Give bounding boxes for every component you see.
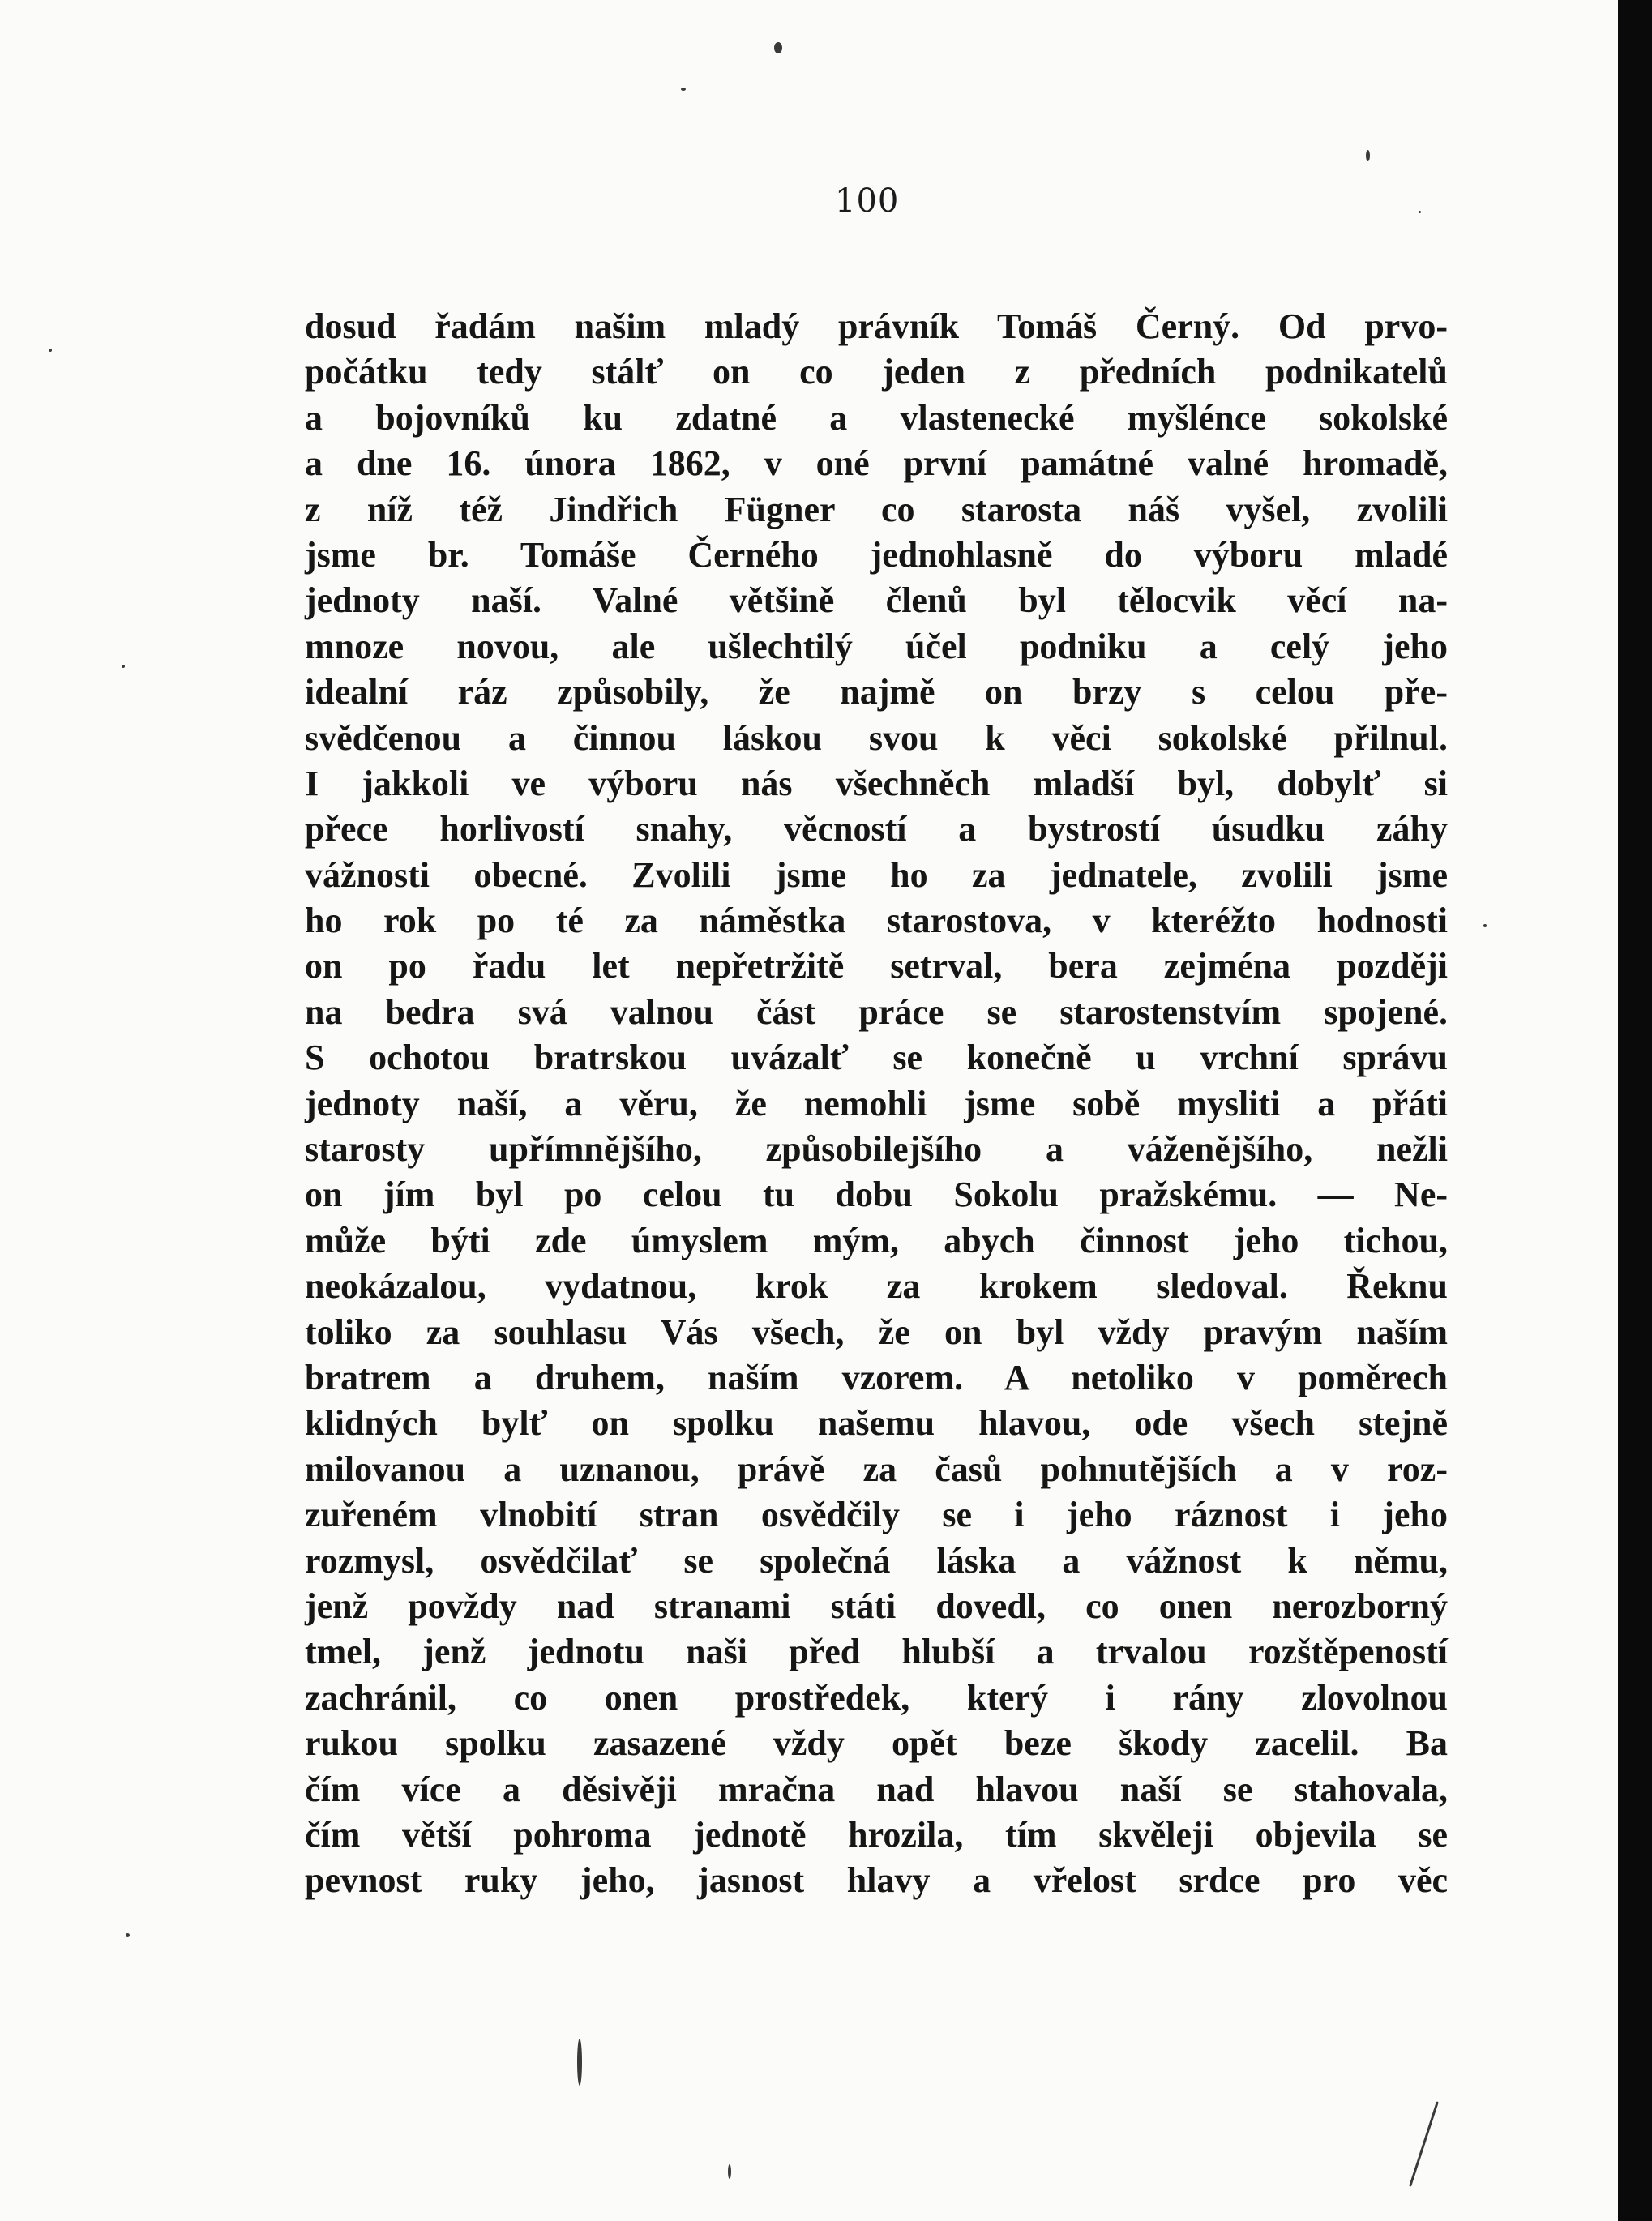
text-line: mnoze novou, ale ušlechtilý účel podniku a celý jeho — [305, 626, 1448, 666]
text-line: pevnost ruky jeho, jasnost hlavy a vřelost srdce pro věc — [305, 1860, 1448, 1901]
text-line: svědčenou a činnou láskou svou k věci sokolské přilnul. — [305, 717, 1448, 758]
scan-speck — [774, 42, 782, 53]
scan-speck — [122, 665, 125, 668]
text-line: on jím byl po celou tu dobu Sokolu pražskému. — Ne- — [305, 1175, 1448, 1215]
scan-speck — [728, 2164, 731, 2179]
scan-speck — [1419, 211, 1421, 213]
text-line: bratrem a druhem, naším vzorem. A netoliko v poměrech — [305, 1357, 1448, 1397]
scan-speck — [49, 349, 52, 352]
text-line: čím větší pohroma jednotě hrozila, tím skvěleji objevila se — [305, 1814, 1448, 1855]
scan-speck — [1409, 2101, 1439, 2187]
text-line: dosud řadám našim mladý právník Tomáš Černý. Od prvo- — [305, 306, 1448, 346]
text-line: může býti zde úmyslem mým, abych činnost jeho tichou, — [305, 1220, 1448, 1260]
text-line: přece horlivostí snahy, věcností a bystrostí úsudku záhy — [305, 809, 1448, 849]
page-number: 100 — [835, 182, 900, 220]
text-line: idealní ráz způsobily, že najmě on brzy s celou pře- — [305, 672, 1448, 713]
scan-speck — [1483, 924, 1487, 927]
scan-speck — [577, 2039, 582, 2086]
text-line: S ochotou bratrskou uvázalť se konečně u vrchní správu — [305, 1038, 1448, 1078]
scan-speck — [681, 88, 686, 91]
text-line: rukou spolku zasazené vždy opět beze škody zacelil. Ba — [305, 1723, 1448, 1764]
text-line: neokázalou, vydatnou, krok za krokem sledoval. Řeknu — [305, 1266, 1448, 1307]
text-line: ho rok po té za náměstka starostova, v kteréžto hodnosti — [305, 901, 1448, 941]
text-line: a dne 16. února 1862, v oné první památné valné hromadě, — [305, 443, 1448, 484]
scan-speck — [1366, 150, 1370, 161]
text-line: on po řadu let nepřetržitě setrval, bera zejména později — [305, 946, 1448, 986]
text-line: klidných bylť on spolku našemu hlavou, ode všech stejně — [305, 1403, 1448, 1444]
text-line: toliko za souhlasu Vás všech, že on byl vždy pravým naším — [305, 1312, 1448, 1352]
scan-border — [1618, 0, 1652, 2221]
body-text — [305, 304, 1448, 1904]
text-line: tmel, jenž jednotu naši před hlubší a trvalou rozštěpeností — [305, 1632, 1448, 1672]
text-line: na bedra svá valnou část práce se starostenstvím spojené. — [305, 991, 1448, 1032]
scan-speck — [126, 1933, 130, 1937]
text-line: jsme br. Tomáše Černého jednohlasně do výboru mladé — [305, 534, 1448, 575]
text-line: I jakkoli ve výboru nás všechněch mladší byl, dobylť si — [305, 763, 1448, 803]
text-line: počátku tedy stálť on co jeden z předních podnikatelů — [305, 352, 1448, 392]
text-line: a bojovníků ku zdatné a vlastenecké myšlénce sokolské — [305, 397, 1448, 438]
text-line: jenž povždy nad stranami státi dovedl, co onen nerozborný — [305, 1586, 1448, 1626]
text-line: čím více a děsivěji mračna nad hlavou naší se stahovala, — [305, 1769, 1448, 1809]
text-line: milovanou a uznanou, právě za časů pohnutějších a v roz- — [305, 1449, 1448, 1489]
text-line: jednoty naší, a věru, že nemohli jsme sobě mysliti a přáti — [305, 1083, 1448, 1123]
text-line: z níž též Jindřich Fügner co starosta náš vyšel, zvolili — [305, 489, 1448, 529]
text-line: vážnosti obecné. Zvolili jsme ho za jednatele, zvolili jsme — [305, 854, 1448, 895]
text-line: zuřeném vlnobití stran osvědčily se i jeho ráznost i jeho — [305, 1495, 1448, 1535]
text-line: jednoty naší. Valné většině členů byl tělocvik věcí na- — [305, 580, 1448, 621]
text-line: starosty upřímnějšího, způsobilejšího a váženějšího, nežli — [305, 1129, 1448, 1170]
text-line: zachránil, co onen prostředek, který i rány zlovolnou — [305, 1677, 1448, 1718]
text-line: rozmysl, osvědčilať se společná láska a vážnost k němu, — [305, 1540, 1448, 1581]
